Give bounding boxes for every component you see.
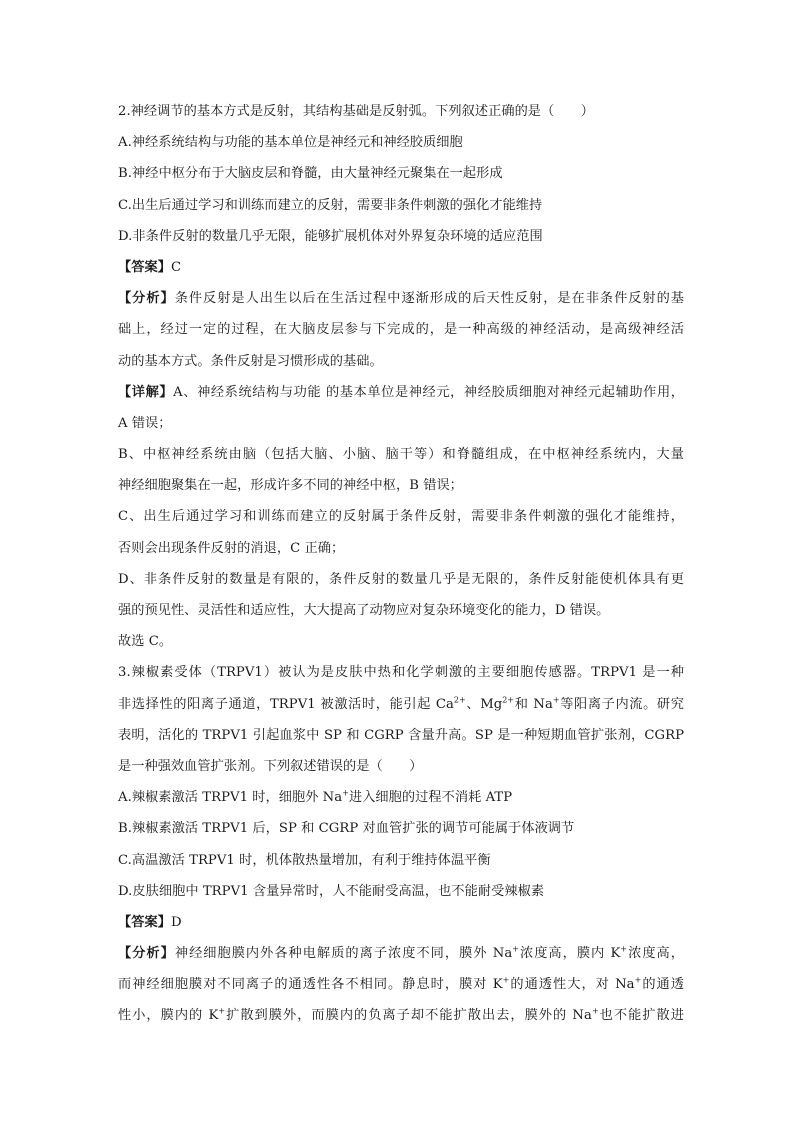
q3-analysis-line-3: 性小，膜内的 K+扩散到膜外，而膜内的负离子却不能扩散出去，膜外的 Na+也不能扩散进 [118, 1007, 684, 1024]
q2-analysis-line-1: 【分析】条件反射是人出生以后在生活过程中逐渐形成的后天性反射，是在非条件反射的基 [118, 291, 685, 307]
q2-option-d: D.非条件反射的数量几乎无限，能够扩展机体对外界复杂环境的适应范围 [118, 228, 543, 244]
answer-tag: 【答案】 [118, 914, 171, 930]
q2-option-a: A.神经系统结构与功能的基本单位是神经元和神经胶质细胞 [118, 135, 463, 151]
q3-stem-line-4: 是一种强效血管扩张剂。下列叙述错误的是（ ） [118, 758, 423, 774]
q3-option-a: A.辣椒素激活 TRPV1 时，细胞外 Na+进入细胞的过程不消耗 ATP [118, 788, 513, 806]
q2-conclusion: 故选 C。 [118, 634, 173, 650]
answer-value: C [170, 259, 182, 275]
q3-answer [118, 907, 688, 938]
q3-analysis-line-1: 【分析】神经细胞膜内外各种电解质的离子浓度不同，膜外 Na+浓度高，膜内 K+浓度高， [118, 944, 685, 962]
q2-option-c: C.出生后通过学习和训练而建立的反射，需要非条件刺激的强化才能维持 [118, 197, 543, 213]
q3-stem-line-2: 非选择性的阳离子通道，TRPV1 被激活时，能引起 $Ca^{2+}$、$Mg^{2+}$和 Na+等阳离子内流。研究 [118, 695, 684, 712]
q2-detail-line-4: 神经细胞聚集在一起，形成许多不同的神经中枢，B 错误； [118, 478, 463, 494]
q3-analysis-line-2: 而神经细胞膜对不同离子的通透性各不相同。静息时，膜对 K+的通透性大，对 Na+的通透 [118, 975, 684, 993]
q2-option-b: B.神经中枢分布于大脑皮层和脊髓，由大量神经元聚集在一起形成 [118, 166, 503, 182]
q2-detail-line-5: C、出生后通过学习和训练而建立的反射属于条件反射，需要非条件刺激的强化才能维持， [118, 509, 684, 525]
q2-detail-line-6: 否则会出现条件反射的消退，C 正确； [118, 540, 345, 556]
q2-answer [118, 252, 688, 283]
q2-detail-line-8: 强的预见性、灵活性和适应性，大大提高了动物应对复杂环境变化的能力，D 错误。 [118, 603, 610, 618]
document-page [118, 96, 688, 1032]
detail-tag: 【详解】 [118, 384, 174, 400]
q2-detail-line-2: A 错误； [118, 415, 172, 431]
analysis-tag: 【分析】 [118, 946, 175, 962]
q3-stem-line-1: 3.辣椒素受体（TRPV1）被认为是皮肤中热和化学刺激的主要细胞传感器。TRPV1 是一种 [118, 665, 684, 681]
q3-option-c: C.高温激活 TRPV1 时，机体散热量增加，有利于维持体温平衡 [118, 852, 491, 868]
q3-stem-line-3: 表明，活化的 TRPV1 引起血浆中 SP 和 CGRP 含量升高。SP 是一种短期血管扩张剂，CGRP [118, 727, 684, 743]
answer-value: D [170, 914, 182, 930]
q3-option-b: B.辣椒素激活 TRPV1 后，SP 和 CGRP 对血管扩张的调节可能属于体液调节 [118, 821, 575, 837]
q2-detail-line-3: B、中枢神经系统由脑（包括大脑、小脑、脑干等）和脊髓组成，在中枢神经系统内，大量 [118, 447, 684, 463]
analysis-tag: 【分析】 [118, 291, 175, 307]
q2-detail-line-7: D、非条件反射的数量是有限的，条件反射的数量几乎是无限的，条件反射能使机体具有更 [118, 571, 684, 587]
q2-analysis-line-2: 础上，经过一定的过程，在大脑皮层参与下完成的，是一种高级的神经活动，是高级神经活 [118, 322, 684, 338]
q3-option-d: D.皮肤细胞中 TRPV1 含量异常时，人不能耐受高温，也不能耐受辣椒素 [118, 883, 545, 899]
q2-stem: 2.神经调节的基本方式是反射，其结构基础是反射弧。下列叙述正确的是（ ） [118, 104, 594, 119]
answer-tag: 【答案】 [118, 259, 171, 275]
q2-analysis-line-3: 动的基本方式。条件反射是习惯形成的基础。 [118, 353, 383, 369]
q2-detail-line-1: 【详解】A、神经系统结构与功能 的基本单位是神经元，神经胶质细胞对神经元起辅助作用， [118, 384, 684, 400]
